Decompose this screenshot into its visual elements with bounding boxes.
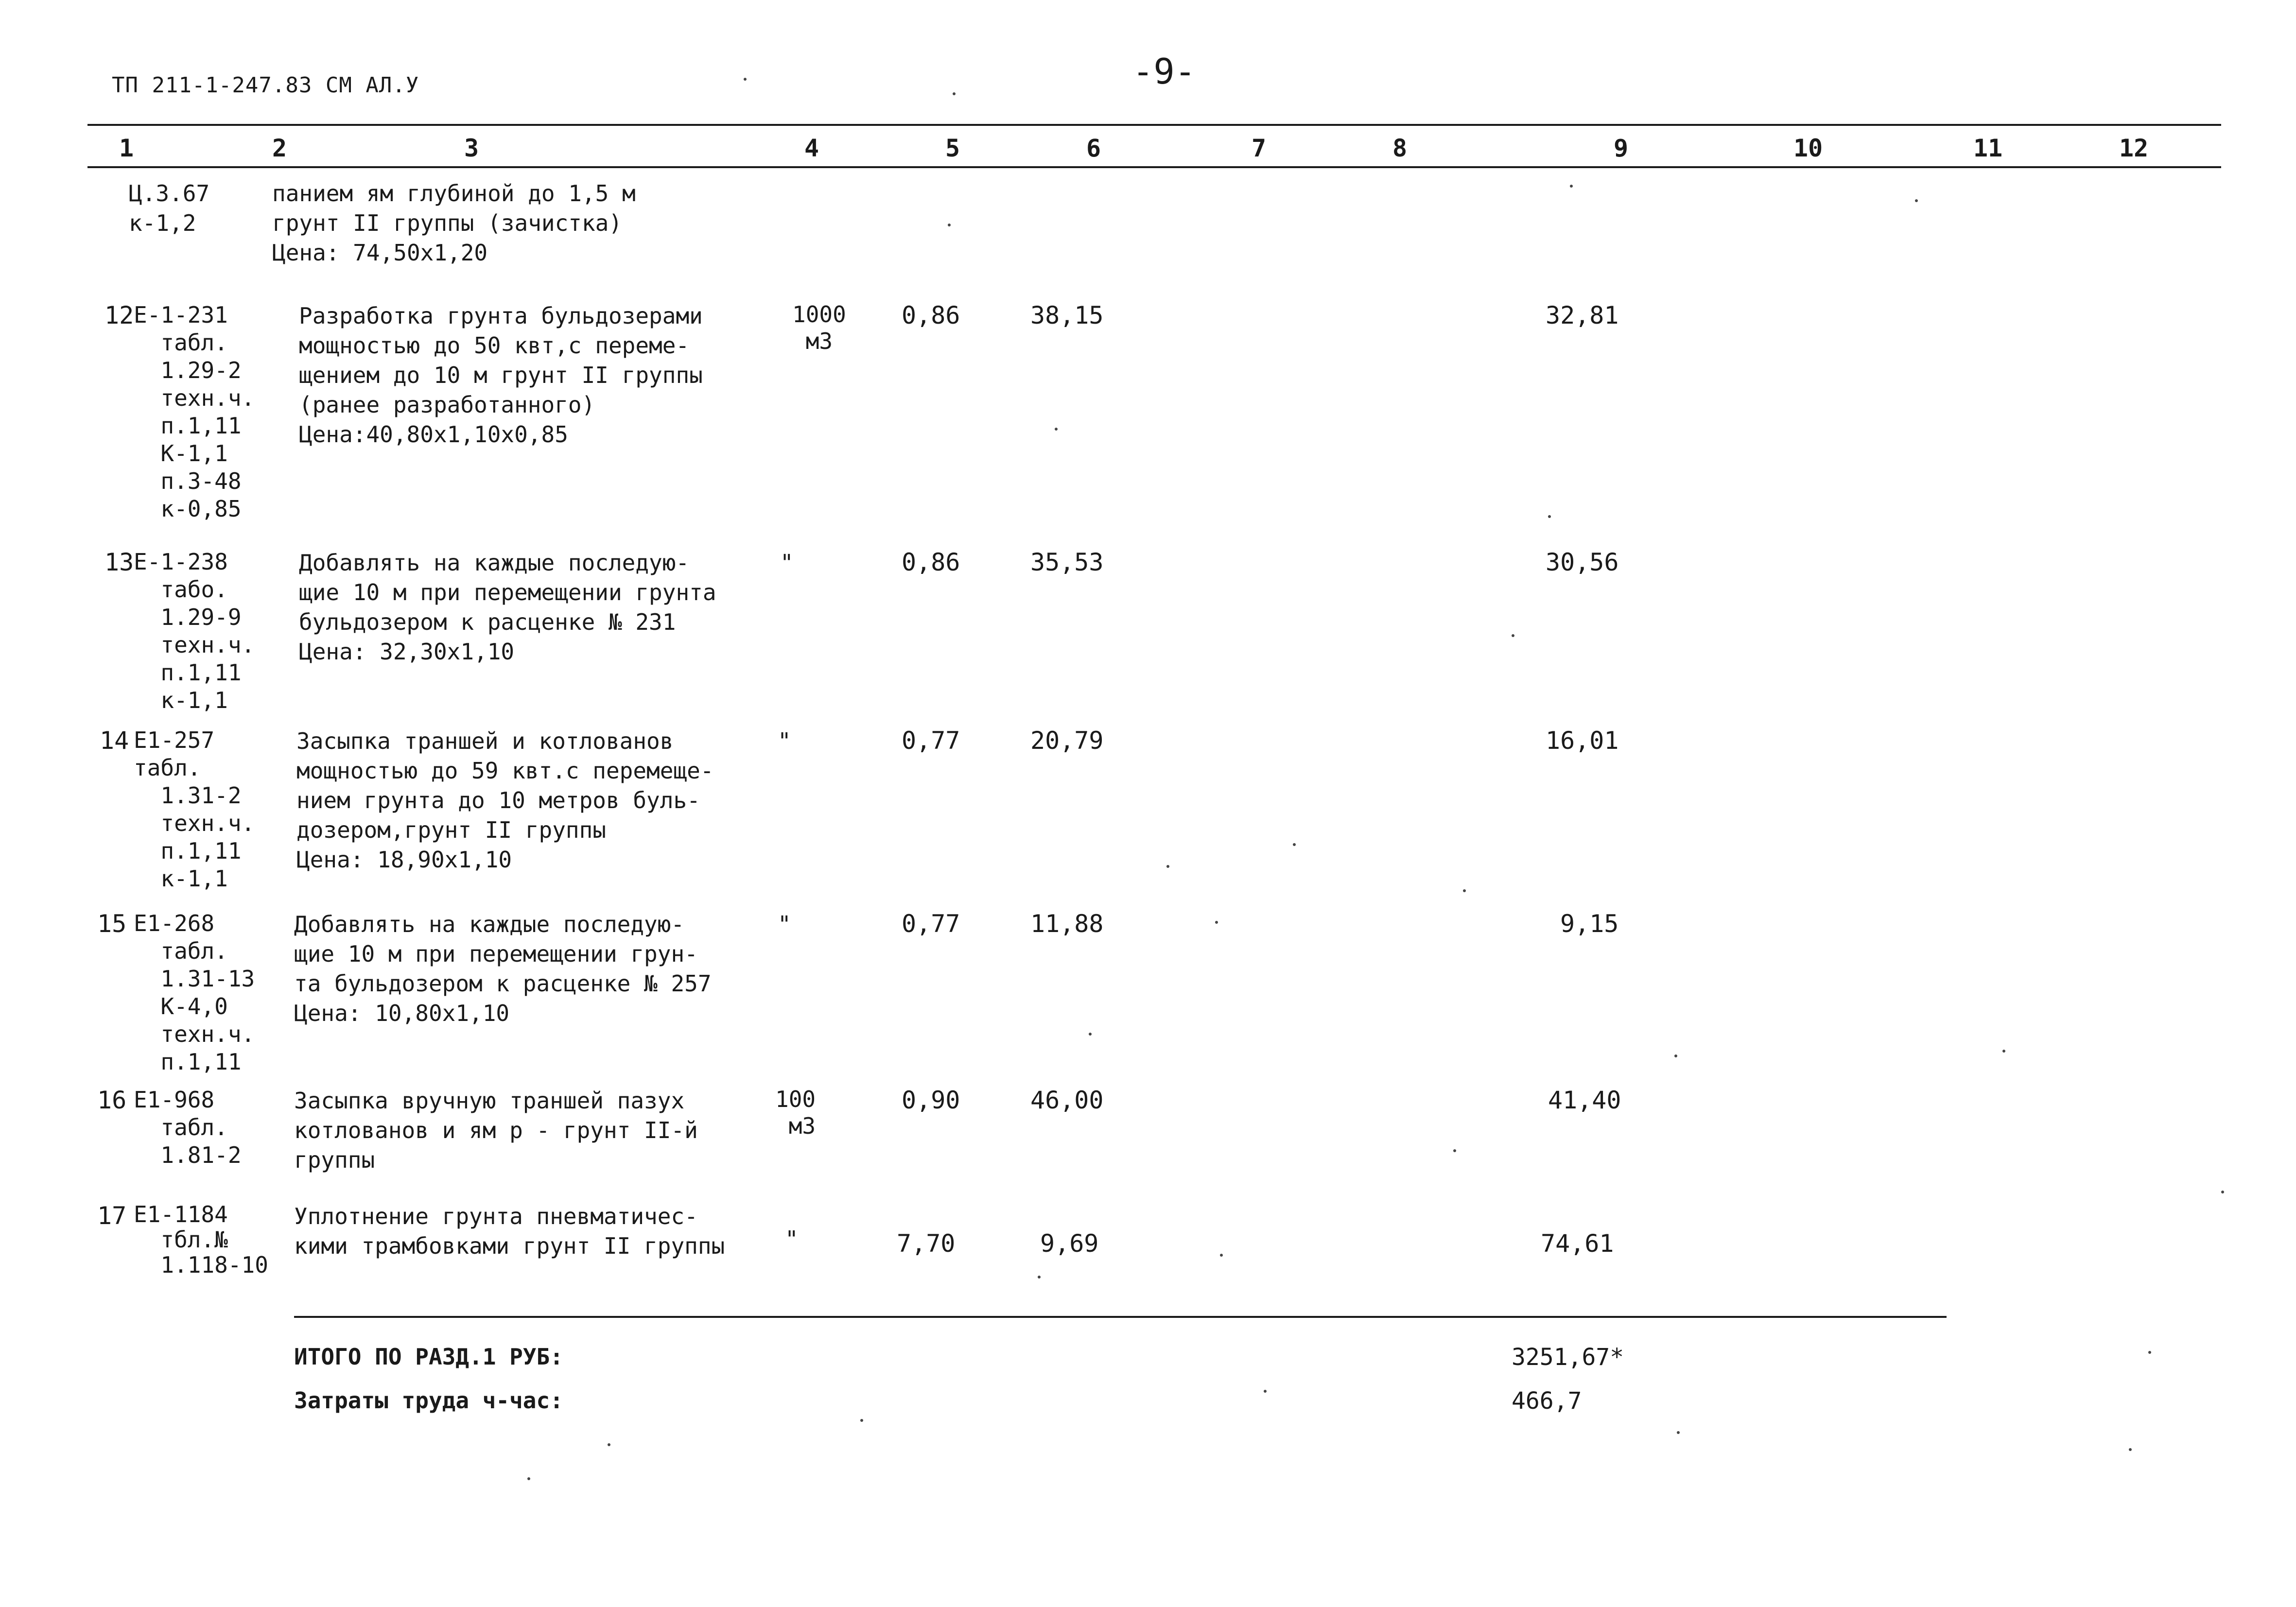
row-description: Уплотнение грунта пневматичес- кими трамбовками грунт II группы [294,1203,725,1259]
row-unit-price: 46,00 [1030,1086,1104,1114]
row-unit-price: 35,53 [1030,548,1104,576]
column-number: 6 [1086,134,1101,162]
column-number: 8 [1392,134,1408,162]
column-number: 5 [945,134,960,162]
row-quantity: 7,70 [897,1229,956,1258]
row-total: 30,56 [1546,548,1619,576]
total-value: 3251,67* [1512,1344,1624,1371]
row-unit: " [785,1226,799,1252]
row-number: 14 [100,726,129,755]
row-quantity: 0,86 [902,548,960,576]
column-number: 1 [119,134,134,162]
row-total: 41,40 [1548,1086,1621,1114]
row-unit: " [778,728,791,754]
column-number: 11 [1973,134,2003,162]
row-quantity: 0,77 [902,910,960,938]
row-unit-price: 38,15 [1030,301,1104,329]
row-code: Е1-968 табл. 1.81-2 [134,1087,242,1168]
row-unit-price: 9,69 [1040,1229,1099,1258]
column-number: 2 [272,134,287,162]
header-bottom-rule [87,166,2221,168]
totals-rule [294,1316,1947,1318]
row-total: 74,61 [1541,1229,1614,1258]
row-total: 32,81 [1546,301,1619,329]
continuation-code: Ц.3.67 к-1,2 [129,180,210,236]
row-number: 16 [97,1086,127,1114]
total-label: ИТОГО ПО РАЗД.1 РУБ: [294,1344,563,1370]
row-unit: " [780,550,794,576]
row-unit-price: 20,79 [1030,726,1104,755]
row-unit: 1000 м3 [792,301,846,354]
row-code: Е1-257 табл. 1.31-2 техн.ч. п.1,11 к-1,1 [134,727,255,892]
row-quantity: 0,86 [902,301,960,329]
row-code: Е-1-231 табл. 1.29-2 техн.ч. п.1,11 К-1,1 п.3-48 к-0,85 [134,302,255,522]
row-description: Разработка грунта бульдозерами мощностью до 50 квт,с переме- щением до 10 м грунт II группы (ранее разработанного) Цена:40,80х1,10х0,85 [299,303,703,448]
row-description: Добавлять на каждые последую- щие 10 м при перемещении грунта бульдозером к расценке № 231 Цена: 32,30х1,10 [299,550,716,665]
row-quantity: 0,77 [902,726,960,755]
row-number: 13 [104,548,134,576]
header-top-rule [87,124,2221,126]
column-number: 7 [1252,134,1267,162]
row-unit: 100 м3 [775,1086,816,1139]
column-number: 9 [1614,134,1629,162]
page-number: -9- [1132,51,1196,92]
row-total: 9,15 [1560,910,1619,938]
row-description: Засыпка вручную траншей пазух котлованов и ям р - грунт II-й группы [294,1088,698,1173]
row-number: 15 [97,910,127,938]
row-code: Е1-268 табл. 1.31-13 К-4,0 техн.ч. п.1,11 [134,910,255,1075]
row-unit: " [778,911,791,937]
row-description: Засыпка траншей и котлованов мощностью до 59 квт.с перемеще- нием грунта до 10 метров буль- дозером,грунт II группы Цена: 18,90х1,10 [296,728,714,873]
row-quantity: 0,90 [902,1086,960,1114]
row-number: 12 [104,301,134,329]
column-number: 4 [804,134,819,162]
document-code: ТП 211-1-247.83 СМ АЛ.У [112,73,419,98]
column-number: 10 [1793,134,1823,162]
continuation-text: панием ям глубиной до 1,5 м грунт II группы (зачистка) Цена: 74,50х1,20 [272,180,636,266]
row-total: 16,01 [1546,726,1619,755]
row-description: Добавлять на каждые последую- щие 10 м при перемещении грун- та бульдозером к расценке № 257 Цена: 10,80х1,10 [294,911,712,1026]
labor-label: Затраты труда ч-час: [294,1387,563,1414]
row-code: Е-1-238 табо. 1.29-9 техн.ч. п.1,11 к-1,1 [134,549,255,713]
row-code: Е1-1184 тбл.№ 1.118-10 [134,1201,268,1278]
column-number: 12 [2119,134,2149,162]
column-number: 3 [464,134,479,162]
row-unit-price: 11,88 [1030,910,1104,938]
labor-value: 466,7 [1512,1387,1582,1415]
row-number: 17 [97,1202,127,1230]
